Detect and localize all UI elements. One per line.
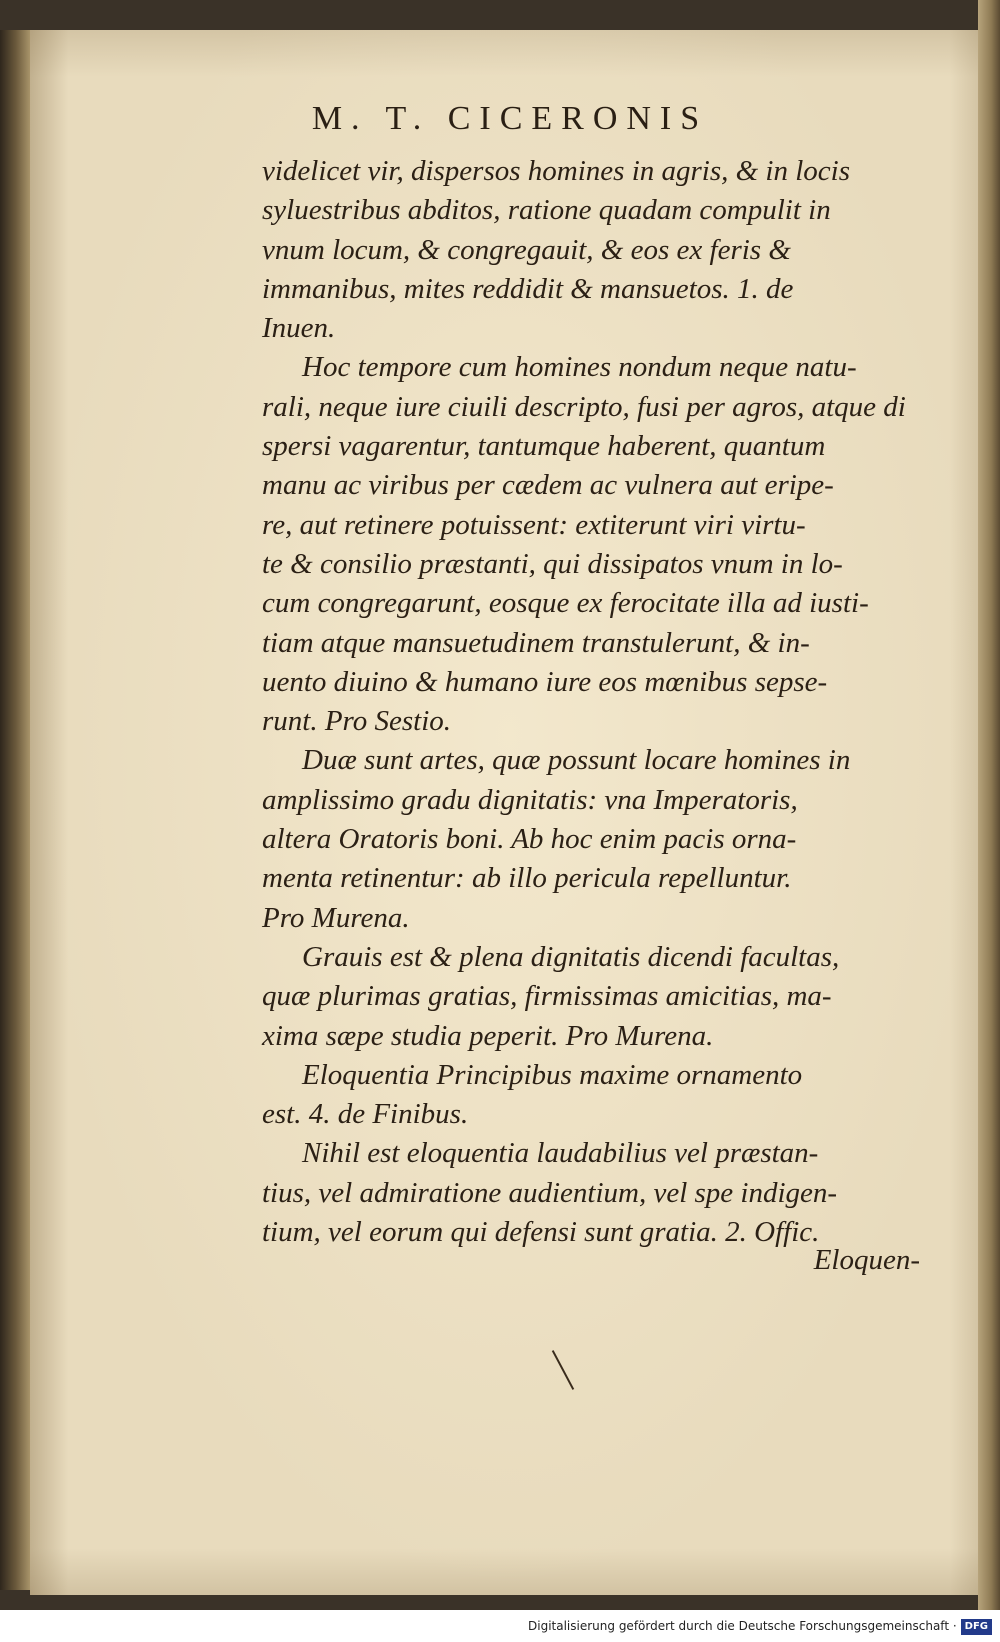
text-line: immanibus, mites reddidit & mansuetos. 1. de (262, 272, 794, 305)
credit-text: Digitalisierung gefördert durch die Deutsche Forschungsgemeinschaft · (528, 1619, 957, 1633)
text-line: Nihil est eloquentia laudabilius vel præstan- (302, 1137, 819, 1170)
text-line: xima sæpe studia peperit. Pro Murena. (262, 1019, 714, 1052)
text-line: Hoc tempore cum homines nondum neque natu- (302, 351, 857, 384)
text-line: manu ac viribus per cædem ac vulnera aut eripe- (262, 469, 834, 502)
text-line: tiam atque mansuetudinem transtulerunt, & in- (262, 626, 810, 659)
text-line: altera Oratoris boni. Ab hoc enim pacis orna- (262, 823, 797, 856)
text-line: Grauis est & plena dignitatis dicendi facultas, (302, 940, 840, 973)
text-line: te & consilio præstanti, qui dissipatos vnum in lo- (262, 547, 843, 580)
text-line: Inuen. (262, 312, 336, 345)
text-line: syluestribus abditos, ratione quadam compulit in (262, 194, 831, 227)
text-line: rali, neque iure ciuili descripto, fusi per agros, atque di (262, 390, 906, 423)
text-line: menta retinentur: ab illo pericula repelluntur. (262, 862, 792, 895)
text-line: vnum locum, & congregauit, & eos ex feris & (262, 233, 791, 266)
page-right-edge (978, 0, 1000, 1610)
text-line: re, aut retinere potuissent: extiterunt viri virtu- (262, 508, 806, 541)
text-line: est. 4. de Finibus. (262, 1098, 469, 1131)
dfg-logo: DFG (961, 1619, 992, 1635)
text-line: tium, vel eorum qui defensi sunt gratia. 2. Offic. (262, 1216, 820, 1249)
text-line: uento diuino & humano iure eos mœnibus sepse- (262, 665, 828, 698)
text-line: Pro Murena. (262, 901, 410, 934)
text-line: videlicet vir, dispersos homines in agris, & in locis (262, 155, 851, 187)
text-line: Duæ sunt artes, quæ possunt locare homines in (302, 744, 851, 777)
text-line: runt. Pro Sestio. (262, 705, 452, 738)
text-line: tius, vel admiratione audientium, vel spe indigen- (262, 1176, 838, 1209)
text-line: amplissimo gradu dignitatis: vna Imperatoris, (262, 783, 798, 816)
catchword: Eloquen- (813, 1244, 920, 1276)
text-line: cum congregarunt, eosque ex ferocitate illa ad iusti- (262, 587, 869, 620)
running-title: M. T. CICERONIS (311, 100, 709, 137)
text-line: Eloquentia Principibus maxime ornamento (302, 1058, 803, 1091)
digitization-credit (0, 1614, 1000, 1638)
text-line: quæ plurimas gratias, firmissimas amicitias, ma- (262, 980, 832, 1013)
text-line: spersi vagarentur, tantumque haberent, quantum (262, 430, 826, 463)
page-text (262, 152, 912, 1252)
